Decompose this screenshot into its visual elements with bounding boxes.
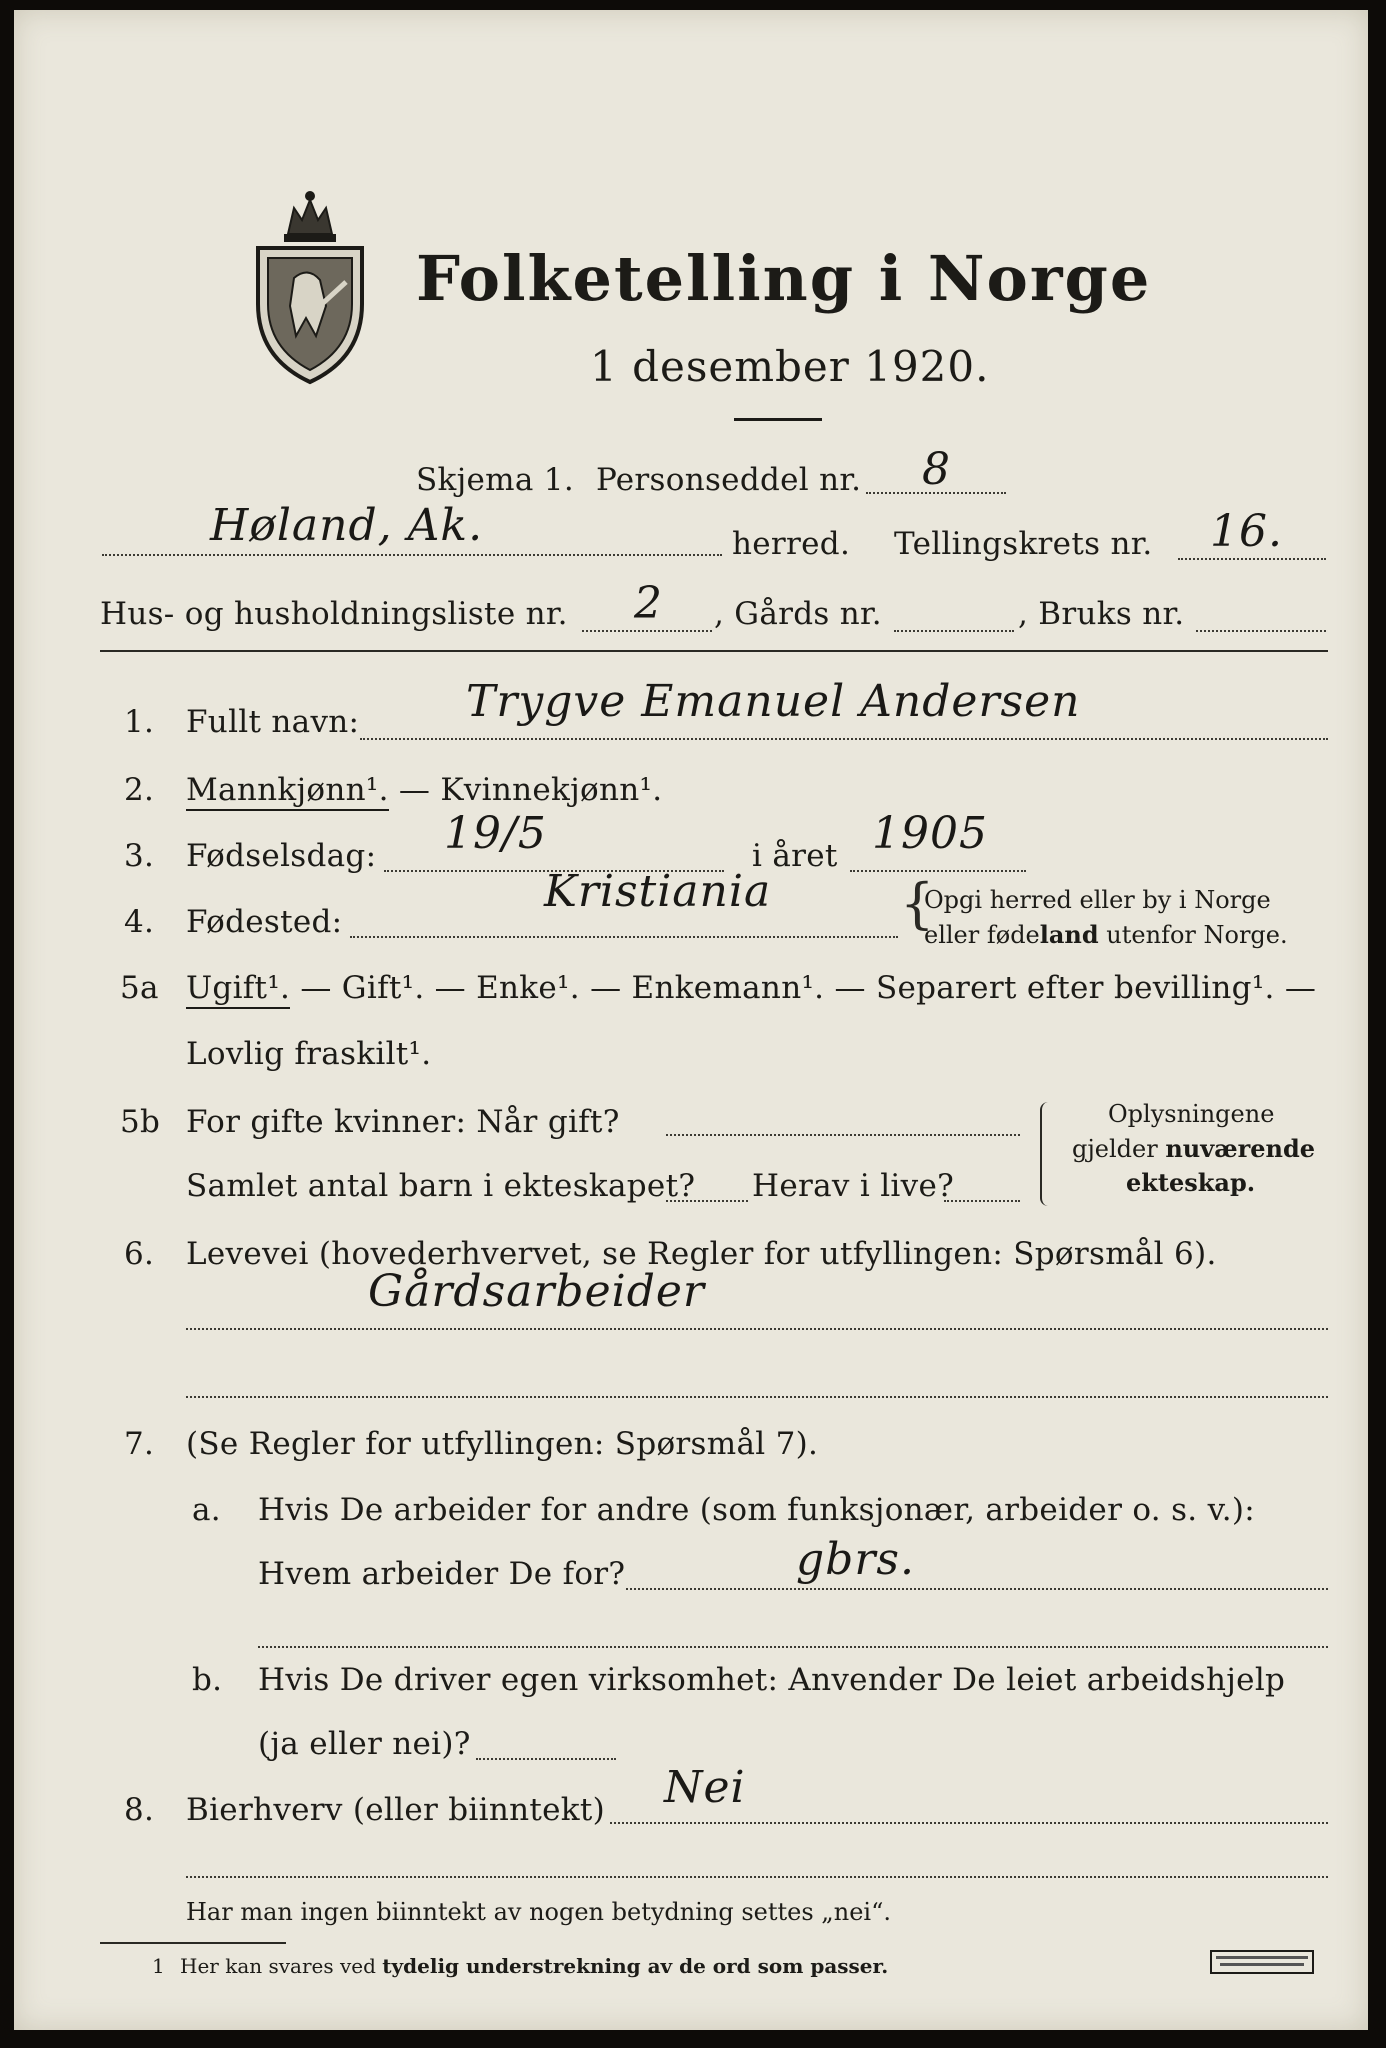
q5b-note-line2: gjelder nuværende (1072, 1134, 1316, 1163)
herred-label: herred. (732, 526, 851, 562)
hus-value[interactable]: 2 (634, 578, 663, 629)
q5b-note-line1: Oplysningene (1108, 1100, 1275, 1128)
q4-line (350, 936, 898, 938)
q5a-number: 5a (120, 970, 159, 1006)
q7b-line1: Hvis De driver egen virksomhet: Anvender De leiet arbeidshjelp (258, 1662, 1286, 1698)
q8-number: 8. (124, 1792, 155, 1828)
q5b-married-line (666, 1134, 1020, 1136)
printer-stamp-icon (1210, 1950, 1314, 1974)
hus-line (582, 630, 712, 632)
q6-line2 (186, 1396, 1328, 1398)
q5b-brace (1040, 1102, 1054, 1206)
q3-number: 3. (124, 838, 155, 874)
herred-value[interactable]: Høland, Ak. (210, 500, 484, 551)
census-date: 1 desember 1920. (590, 342, 990, 391)
q1-value[interactable]: Trygve Emanuel Andersen (466, 676, 1081, 727)
q3-year-value[interactable]: 1905 (872, 808, 988, 859)
q5a-option-ugift[interactable]: Ugift¹. (186, 970, 290, 1009)
q6-number: 6. (124, 1236, 155, 1272)
gards-label: , Gårds nr. (714, 596, 882, 632)
tellingskrets-line (1178, 558, 1326, 560)
bruks-label: , Bruks nr. (1018, 596, 1185, 632)
q8-label: Bierhverv (eller biinntekt) (186, 1792, 606, 1828)
personseddel-value[interactable]: 8 (922, 444, 951, 495)
hus-label: Hus- og husholdningsliste nr. (100, 596, 568, 632)
q7-label: (Se Regler for utfyllingen: Spørsmål 7). (186, 1426, 819, 1462)
q4-value[interactable]: Kristiania (544, 866, 772, 917)
q5b-number: 5b (120, 1104, 161, 1140)
q7b-line2: (ja eller nei)? (258, 1726, 471, 1762)
q7a-value[interactable]: gbrs. (796, 1534, 915, 1585)
q6-value[interactable]: Gårdsarbeider (368, 1266, 705, 1317)
q7a-line1: Hvis De arbeider for andre (som funksjonær, arbeider o. s. v.): (258, 1492, 1256, 1528)
q4-note-line2: eller fødeland utenfor Norge. (924, 920, 1288, 949)
q7-number: 7. (124, 1426, 155, 1462)
footer-note: Har man ingen biinntekt av nogen betydning settes „nei“. (186, 1898, 891, 1926)
q5a-options-rest[interactable]: — Gift¹. — Enke¹. — Enkemann¹. — Separert efter bevilling¹. — (290, 970, 1317, 1006)
q7b-letter: b. (192, 1662, 223, 1698)
title-divider (734, 418, 822, 421)
q5a-line2[interactable]: Lovlig fraskilt¹. (186, 1036, 432, 1072)
bruks-line (1196, 630, 1326, 632)
q2-number: 2. (124, 772, 155, 808)
q2-options (186, 772, 662, 808)
q5b-label1: For gifte kvinner: Når gift? (186, 1104, 620, 1140)
q7b-line (476, 1758, 616, 1760)
herred-line (102, 554, 722, 556)
q3-year-label: i året (752, 838, 838, 874)
q3-year-line (850, 870, 1026, 872)
q7a-line2: Hvem arbeider De for? (258, 1556, 626, 1592)
q7a-extra-line (258, 1646, 1328, 1648)
q8-line (610, 1822, 1328, 1824)
q5b-label2a: Samlet antal barn i ekteskapet? (186, 1168, 696, 1204)
q7a-line (626, 1588, 1328, 1590)
q7a-letter: a. (192, 1492, 221, 1528)
q6-line1 (186, 1328, 1328, 1330)
q8-value[interactable]: Nei (664, 1762, 746, 1813)
tellingskrets-value[interactable]: 16. (1210, 506, 1283, 557)
q5a-options (186, 970, 1316, 1006)
coat-of-arms-icon (250, 186, 370, 386)
q3-label: Fødselsdag: (186, 838, 377, 874)
q2-option-male[interactable]: Mannkjønn¹. (186, 772, 389, 811)
q4-brace: { (900, 872, 935, 935)
header-rule (100, 650, 1328, 652)
personseddel-label: Personseddel nr. (596, 462, 862, 498)
q1-label: Fullt navn: (186, 704, 360, 740)
footnote-rule (100, 1942, 286, 1944)
gards-line (894, 630, 1014, 632)
q4-number: 4. (124, 904, 155, 940)
q4-note-line1: Opgi herred eller by i Norge (924, 886, 1271, 914)
q1-line (360, 738, 1328, 740)
footnote-text: Her kan svares ved tydelig understrekning av de ord som passer. (180, 1954, 889, 1978)
q2-option-female[interactable]: — Kvinnekjønn¹. (398, 772, 663, 808)
form-title: Folketelling i Norge (416, 242, 1152, 315)
tellingskrets-label: Tellingskrets nr. (894, 526, 1153, 562)
q6-label: Levevei (hovederhvervet, se Regler for utfyllingen: Spørsmål 6). (186, 1236, 1217, 1272)
q8-extra-line (186, 1876, 1328, 1878)
q5b-label2b: Herav i live? (752, 1168, 955, 1204)
footnote-mark: 1 (152, 1954, 165, 1978)
q5b-alive-line (944, 1200, 1020, 1202)
q5b-note-line3: ekteskap. (1126, 1168, 1256, 1197)
q3-date-value[interactable]: 19/5 (444, 808, 547, 859)
schema-label: Skjema 1. (416, 462, 574, 498)
q1-number: 1. (124, 704, 155, 740)
census-form-sheet (14, 10, 1368, 2030)
q5b-children-line (666, 1200, 748, 1202)
q4-label: Fødested: (186, 904, 343, 940)
